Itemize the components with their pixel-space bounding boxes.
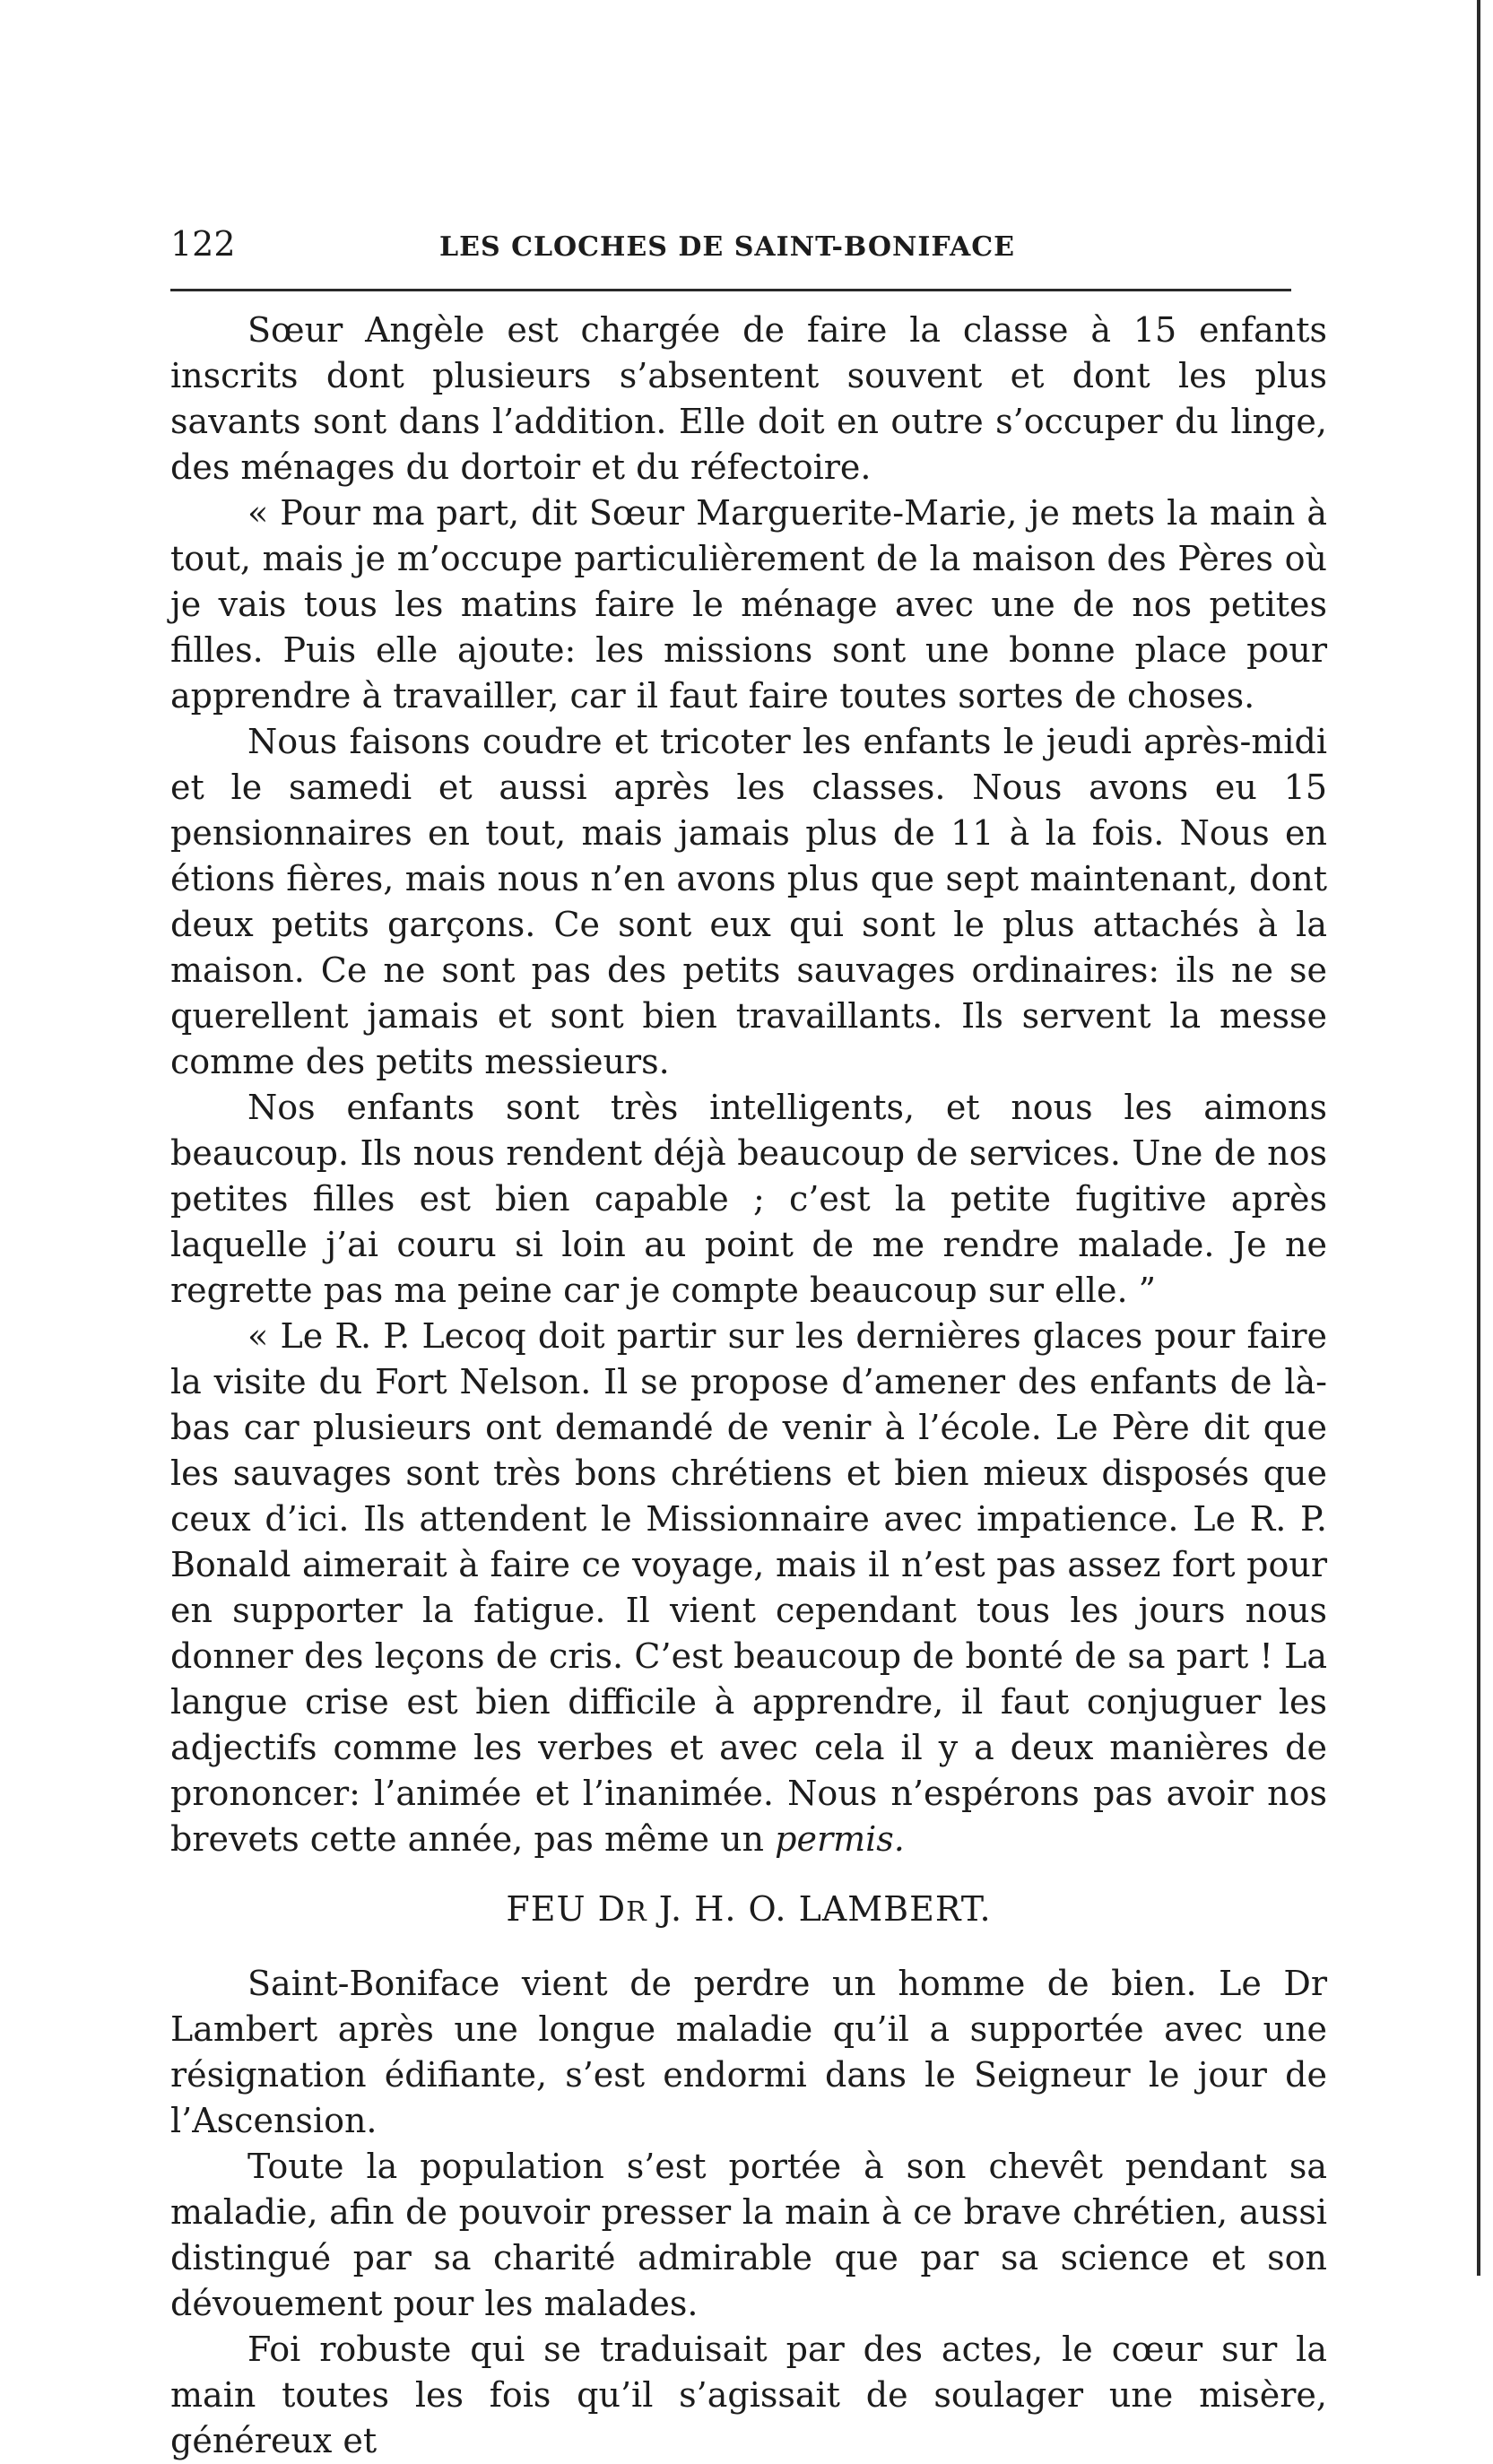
running-title: LES CLOCHES DE SAINT-BONIFACE [439, 231, 1015, 263]
paragraph-soeur-angele: Sœur Angèle est chargée de faire la classe à 15 enfants inscrits dont plusieurs s’absentent souvent et dont les plus savants sont dans l’addition. Elle doit en outre s’occuper du linge, des ménages du dortoir et du réfectoire. [170, 310, 1327, 487]
paragraph-enfants: Nos enfants sont très intelligents, et nous les aimons beaucoup. Ils nous rendent déjà beaucoup de services. Une de nos petites filles est bien capable ; c’est la petite fugitive après laquelle j’ai couru si loin au point de me rendre malade. Je ne regrette pas ma peine car je compte beaucoup sur elle. ” [170, 1088, 1327, 1310]
italic-word-permis: permis. [775, 1819, 905, 1859]
paragraph-pere-lecoq-text: « Le R. P. Lecoq doit partir sur les dernières glaces pour faire la visite du Fort Nelson. Il se propose d’amener des enfants de là-bas car plusieurs ont demandé de venir à l’école. Le Père dit que les sauvages sont très bons chrétiens et bien mieux disposés que ceux d’ici. Ils attendent le Missionnaire avec impatience. Le R. P. Bonald aimerait à faire ce voyage, mais il n’est pas assez fort pour en supporter la fatigue. Il vient cependant tous les jours nous donner des leçons de cris. C’est beaucoup de bonté de sa part ! La langue crise est bien difficile à apprendre, il faut conjuguer les adjectifs comme les verbes et avec cela il y a deux manières de prononcer: l’animée et l’inanimée. Nous n’espérons pas avoir nos brevets cette année, pas même un [170, 1316, 1327, 1859]
paragraph-marguerite-marie: « Pour ma part, dit Sœur Marguerite-Marie, je mets la main à tout, mais je m’occupe particulièrement de la maison des Pères où je vais tous les matins faire le ménage avec une de nos petites filles. Puis elle ajoute: les missions sont une bonne place pour apprendre à travailler, car il faut faire toutes sortes de choses. [170, 493, 1327, 716]
page-header [170, 224, 1327, 280]
book-spine-edge [1477, 0, 1480, 2276]
section-heading-part-1: FEU D [506, 1889, 627, 1929]
book-page [170, 224, 1327, 2464]
page-number: 122 [170, 224, 236, 264]
header-rule [170, 289, 1291, 291]
paragraph-lambert-death: Saint-Boniface vient de perdre un homme de bien. Le Dr Lambert après une longue maladie qu’il a supportée avec une résignation édifiante, s’est endormi dans le Seigneur le jour de l’Ascension. [170, 1964, 1327, 2140]
paragraph-couture: Nous faisons coudre et tricoter les enfants le jeudi après-midi et le samedi et aussi après les classes. Nous avons eu 15 pensionnaires en tout, mais jamais plus de 11 à la fois. Nous en étions fières, mais nous n’en avons plus que sept maintenant, dont deux petits garçons. Ce sont eux qui sont le plus attachés à la maison. Ce ne sont pas des petits sauvages ordinaires: ils ne se querellent jamais et sont bien travaillants. Ils servent la messe comme des petits messieurs. [170, 722, 1327, 1081]
paragraph-population: Toute la population s’est portée à son chevêt pendant sa maladie, afin de pouvoir presser la main à ce brave chrétien, aussi distingué par sa charité admirable que par sa science et son dévouement pour les malades. [170, 2147, 1327, 2323]
section-heading [170, 1889, 1327, 1929]
paragraph-foi-robuste: Foi robuste qui se traduisait par des actes, le cœur sur la main toutes les fois qu’il s’agissait de soulager une misère, généreux et [170, 2330, 1327, 2460]
paragraph-pere-lecoq [170, 1314, 1327, 1862]
section-heading-part-3: J. H. O. LAMBERT. [647, 1889, 992, 1929]
section-heading-part-2: R [626, 1896, 647, 1928]
